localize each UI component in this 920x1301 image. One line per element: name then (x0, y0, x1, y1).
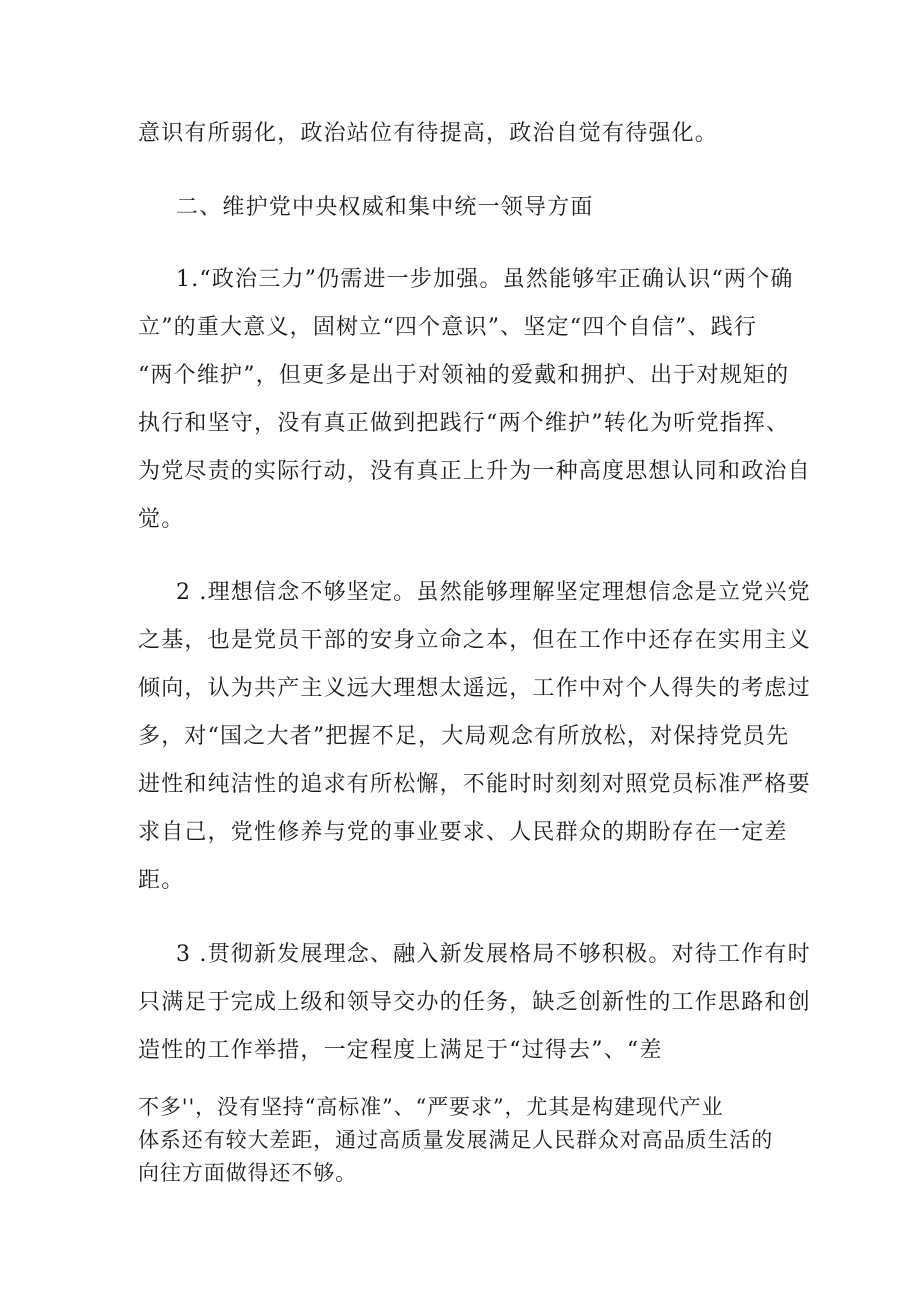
paragraph-line: 之基，也是党员干部的安身立命之本，但在工作中还存在实用主义 (138, 628, 811, 653)
paragraph-line: 执行和坚守，没有真正做到把践行“两个维护”转化为听党指挥、 (138, 411, 790, 436)
paragraph-line: 只满足于完成上级和领导交办的任务，缺乏创新性的工作思路和创 (138, 990, 811, 1015)
paragraph-line: 不多''，没有坚持“高标准”、“严要求”，尤其是构建现代产业 (138, 1095, 724, 1119)
paragraph-line: 1.“政治三力”仍需进一步加强。虽然能够牢正确认识“两个确 (176, 267, 794, 292)
paragraph-line: 向往方面做得还不够。 (138, 1161, 357, 1185)
paragraph-line: 为党尽责的实际行动，没有真正上升为一种高度思想认同和政治自 (138, 459, 811, 484)
paragraph-line: 造性的工作举措，一定程度上满足于“过得去”、“差 (138, 1038, 663, 1063)
paragraph-line: 距。 (138, 868, 185, 893)
section-heading: 二、维护党中央权威和集中统一领导方面 (176, 195, 594, 220)
paragraph-line: 立”的重大意义，固树立“四个意识”、坚定“四个自信”、践行 (138, 315, 758, 340)
paragraph-line: “两个维护”，但更多是出于对领袖的爱戴和拥护、出于对规矩的 (138, 363, 790, 388)
paragraph-line: 意识有所弱化，政治站位有待提高，政治自觉有待强化。 (138, 121, 719, 146)
paragraph-line: 体系还有较大差距，通过高质量发展满足人民群众对高品质生活的 (138, 1128, 774, 1152)
paragraph-line: 求自己，党性修养与党的事业要求、人民群众的期盼存在一定差 (138, 820, 788, 845)
paragraph-line: 3 .贯彻新发展理念、融入新发展格局不够积极。对待工作有时 (176, 942, 811, 967)
paragraph-line: 多，对“国之大者”把握不足，大局观念有所放松，对保持党员先 (138, 724, 790, 749)
paragraph-line: 2 .理想信念不够坚定。虽然能够理解坚定理想信念是立党兴党 (176, 580, 811, 605)
paragraph-line: 倾向，认为共产主义远大理想太遥远，工作中对个人得失的考虑过 (138, 676, 811, 701)
paragraph-line: 进性和纯洁性的追求有所松懈，不能时时刻刻对照党员标准严格要 (138, 772, 811, 797)
paragraph-line: 觉。 (138, 507, 185, 532)
